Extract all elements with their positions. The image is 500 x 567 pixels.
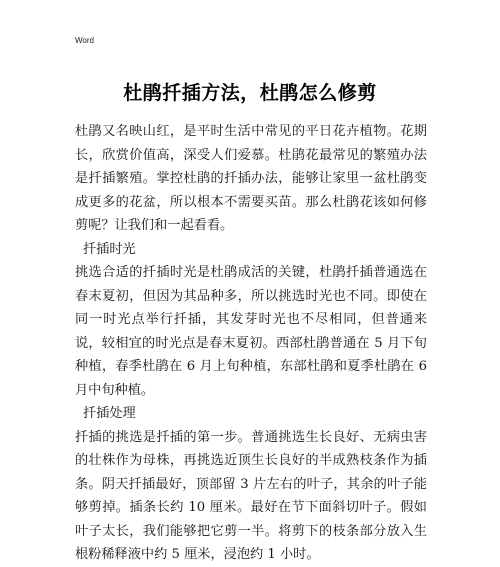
document-body	[75, 120, 427, 567]
page-title: 杜鹃扦插方法，杜鹃怎么修剪	[123, 82, 377, 104]
section-heading-timing: 扦插时光	[83, 241, 136, 257]
section-heading-treatment: 扦插处理	[83, 406, 136, 421]
treatment-paragraph: 扦插的挑选是扦插的第一步。普通挑选生长良好、无病虫害的壮株作为母株，再挑选近顶生长良好的半成熟枝条作为插条。阴天扦插最好，顶部留 3 片左右的叶子，其余的叶子能够剪掉。插条长约 10 厘米。最好在节下面斜切叶子。假如叶子太长，我们能够把它剪一半。将剪下的枝条部分放入生根粉稀释液中约 5 厘米，浸泡约 1 小时。	[75, 429, 427, 562]
intro-paragraph: 杜鹃又名映山红，是平时生活中常见的平日花卉植物。花期长，欣赏价值高，深受人们爱慕。杜鹃花最常见的繁殖办法是扦插繁殖。掌控杜鹃的扦插办法，能够让家里一盆杜鹃变成更多的花盆，所以根本不需要买苗。那么杜鹃花该如何修剪呢？让我们和一起看看。	[75, 124, 427, 233]
timing-paragraph: 挑选合适的扦插时光是杜鹃成活的关键，杜鹃扦插普通选在春末夏初，但因为其品种多，所以挑选时光也不同。即使在同一时光点举行扦插，其发芽时光也不尽相同，但普通来说，较相宜的时光点是春末夏初。西部杜鹃普通在 5 月下旬种植，春季杜鹃在 6 月上旬种植，东部杜鹃和夏季杜鹃在 6 月中旬种植。	[75, 265, 427, 398]
app-label: Word	[75, 36, 94, 45]
